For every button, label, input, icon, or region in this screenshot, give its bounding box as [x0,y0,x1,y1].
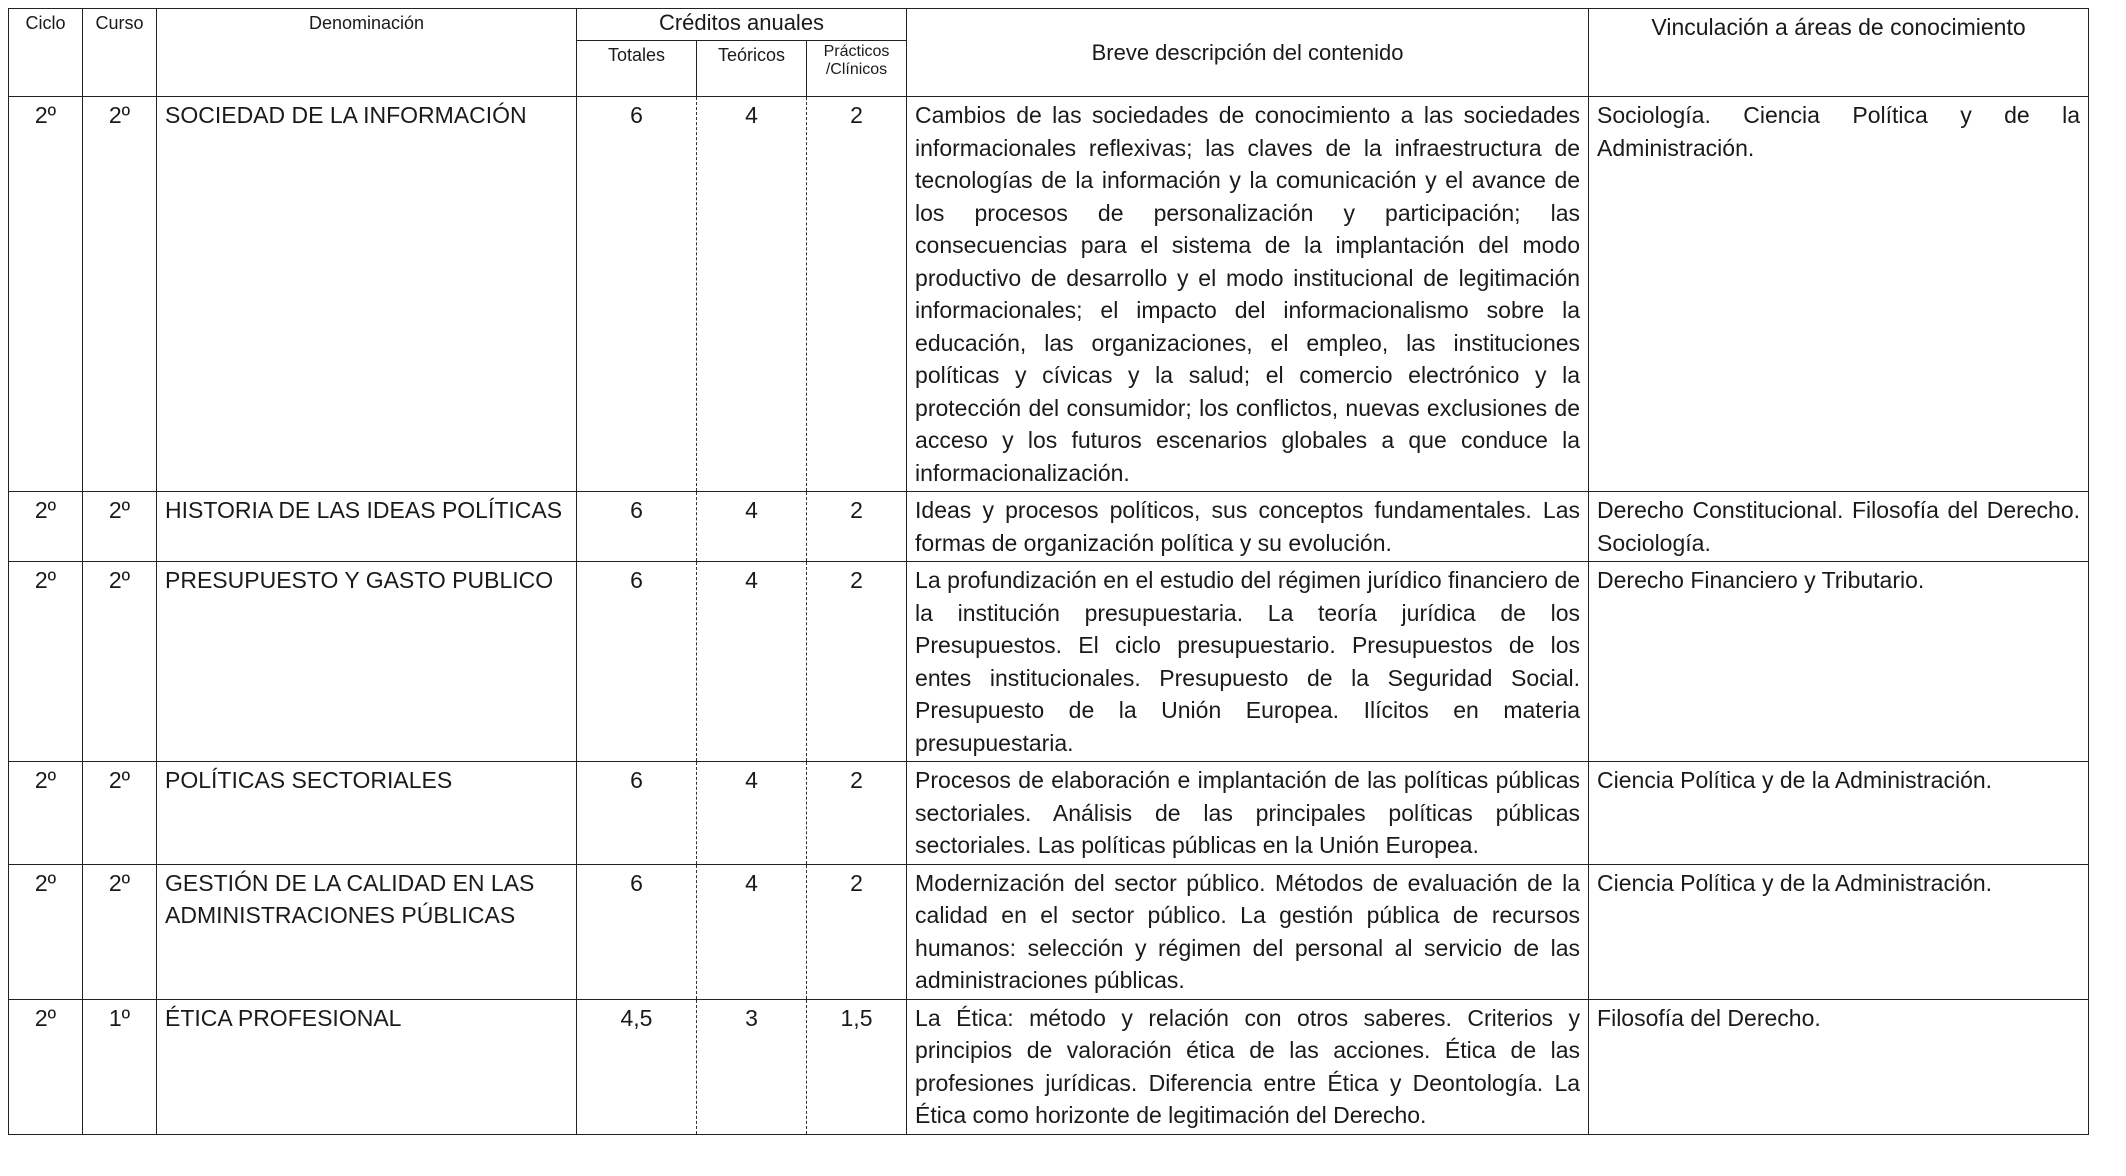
curriculum-table-sheet [8,8,2088,1135]
cell-curso: 2º [83,864,157,999]
cell-descripcion: Procesos de elaboración e implantación de las políticas públicas sectoriales. Análisis de las principales políticas públicas sectoriales. Las políticas públicas en la Unión Europea. [907,762,1589,865]
cell-curso: 2º [83,492,157,562]
table-row [9,97,2089,492]
cell-practicos: 2 [807,864,907,999]
cell-teoricos: 4 [697,97,807,492]
cell-ciclo: 2º [9,492,83,562]
cell-practicos: 2 [807,97,907,492]
cell-practicos: 2 [807,492,907,562]
header-practicos-line1: Prácticos [823,43,890,60]
cell-descripcion: La Ética: método y relación con otros saberes. Criterios y principios de valoración ética de las acciones. Ética de las profesiones jurídicas. Diferencia entre Ética y Deontología. La Ética como horizonte de legitimación del Derecho. [907,999,1589,1134]
cell-totales: 6 [577,864,697,999]
table-row [9,762,2089,865]
table-row [9,562,2089,762]
header-teoricos: Teóricos [697,41,807,97]
cell-ciclo: 2º [9,864,83,999]
cell-totales: 6 [577,762,697,865]
cell-ciclo: 2º [9,97,83,492]
table-row [9,999,2089,1134]
cell-vinculacion: Ciencia Política y de la Administración. [1589,762,2089,865]
cell-curso: 2º [83,762,157,865]
cell-vinculacion: Ciencia Política y de la Administración. [1589,864,2089,999]
header-denominacion: Denominación [157,9,577,97]
cell-denominacion: POLÍTICAS SECTORIALES [157,762,577,865]
cell-teoricos: 4 [697,762,807,865]
cell-descripcion: Modernización del sector público. Métodos de evaluación de la calidad en el sector público. La gestión pública de recursos humanos: selección y régimen del personal al servicio de las administraciones públicas. [907,864,1589,999]
cell-curso: 1º [83,999,157,1134]
cell-totales: 6 [577,492,697,562]
cell-curso: 2º [83,562,157,762]
cell-descripcion: Ideas y procesos políticos, sus conceptos fundamentales. Las formas de organización política y su evolución. [907,492,1589,562]
table-row [9,492,2089,562]
header-totales: Totales [577,41,697,97]
header-curso: Curso [83,9,157,97]
header-vinculacion: Vinculación a áreas de conocimiento [1589,9,2089,97]
subjects-table [8,8,2089,1135]
cell-practicos: 2 [807,562,907,762]
cell-ciclo: 2º [9,562,83,762]
cell-denominacion: SOCIEDAD DE LA INFORMACIÓN [157,97,577,492]
cell-practicos: 1,5 [807,999,907,1134]
cell-teoricos: 4 [697,562,807,762]
cell-descripcion: La profundización en el estudio del régimen jurídico financiero de la institución presupuestaria. La teoría jurídica de los Presupuestos. El ciclo presupuestario. Presupuestos de los entes institucionales. Presupuesto de la Seguridad Social. Presupuesto de la Unión Europea. Ilícitos en materia presupuestaria. [907,562,1589,762]
cell-denominacion: HISTORIA DE LAS IDEAS POLÍTICAS [157,492,577,562]
table-header [9,9,2089,97]
cell-teoricos: 4 [697,492,807,562]
cell-denominacion: GESTIÓN DE LA CALIDAD EN LAS ADMINISTRACIONES PÚBLICAS [157,864,577,999]
table-body [9,97,2089,1135]
cell-vinculacion: Sociología. Ciencia Política y de la Administración. [1589,97,2089,492]
header-practicos-line2: /Clínicos [825,61,888,78]
cell-totales: 6 [577,562,697,762]
cell-teoricos: 3 [697,999,807,1134]
header-descripcion: Breve descripción del contenido [907,9,1589,97]
cell-vinculacion: Derecho Constitucional. Filosofía del Derecho. Sociología. [1589,492,2089,562]
cell-descripcion: Cambios de las sociedades de conocimiento a las sociedades informacionales reflexivas; las claves de la infraestructura de tecnologías de la información y la comunicación y el avance de los procesos de personalización y participación; las consecuencias para el sistema de la implantación del modo productivo de desarrollo y el modo institucional de legitimación informacionales; el impacto del informacionalismo sobre la educación, las organizaciones, el empleo, las instituciones políticas y cívicas y la salud; el comercio electrónico y la protección del consumidor; los conflictos, nuevas exclusiones de acceso y los futuros escenarios globales a que conduce la informacionalización. [907,97,1589,492]
cell-teoricos: 4 [697,864,807,999]
cell-totales: 6 [577,97,697,492]
cell-ciclo: 2º [9,999,83,1134]
cell-ciclo: 2º [9,762,83,865]
cell-denominacion: ÉTICA PROFESIONAL [157,999,577,1134]
cell-curso: 2º [83,97,157,492]
header-practicos [807,41,907,97]
cell-practicos: 2 [807,762,907,865]
header-creditos-anuales: Créditos anuales [577,9,907,41]
cell-denominacion: PRESUPUESTO Y GASTO PUBLICO [157,562,577,762]
cell-vinculacion: Filosofía del Derecho. [1589,999,2089,1134]
header-ciclo: Ciclo [9,9,83,97]
table-row [9,864,2089,999]
cell-totales: 4,5 [577,999,697,1134]
cell-vinculacion: Derecho Financiero y Tributario. [1589,562,2089,762]
